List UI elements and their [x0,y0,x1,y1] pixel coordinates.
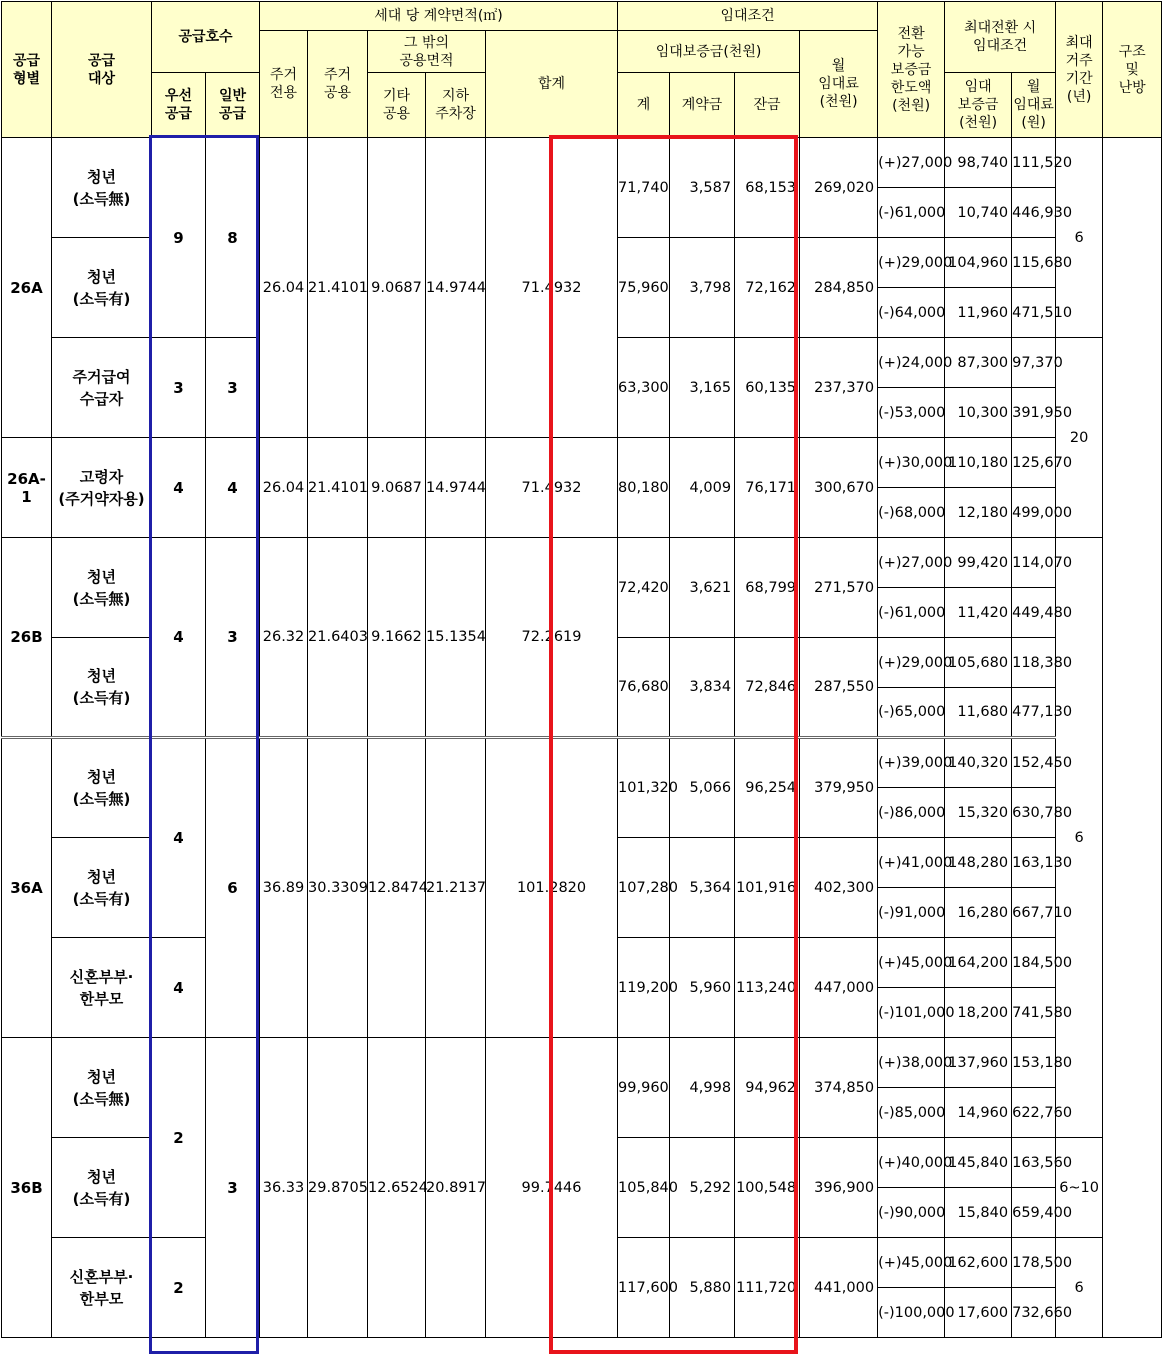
header-supply-target: 공급 대상 [52,2,152,138]
residential-exclusive-cell: 26.04 [260,438,308,538]
priority-units-cell: 2 [152,1038,206,1238]
down-payment-cell: 3,621 [670,538,735,638]
max-deposit-cell: 148,280 [945,838,1012,888]
down-payment-cell: 3,834 [670,638,735,738]
max-deposit-cell: 162,600 [945,1238,1012,1288]
max-rent-cell: 622,760 [1012,1088,1056,1138]
down-payment-cell: 3,587 [670,138,735,238]
max-deposit-cell: 18,200 [945,988,1012,1038]
max-residence-cell: 20 [1056,338,1103,538]
deposit-total-cell: 72,420 [618,538,670,638]
max-deposit-cell: 14,960 [945,1088,1012,1138]
max-rent-cell: 446,930 [1012,188,1056,238]
deposit-total-cell: 99,960 [618,1038,670,1138]
conversion-limit-cell: (-)68,000 [878,488,945,538]
header-residential-exclusive: 주거 전용 [260,31,308,138]
balance-cell: 100,548 [735,1138,800,1238]
monthly-rent-cell: 287,550 [800,638,878,738]
deposit-total-cell: 101,320 [618,738,670,838]
other-common-cell: 9.1662 [368,538,426,738]
max-rent-cell: 118,380 [1012,638,1056,688]
conversion-limit-cell: (+)41,000 [878,838,945,888]
header-supply-units: 공급호수 [152,2,260,73]
max-deposit-cell: 105,680 [945,638,1012,688]
max-residence-cell: 6~10 [1056,1138,1103,1238]
general-units-cell: 3 [206,1038,260,1338]
rental-conditions-table [1,1,1162,1338]
down-payment-cell: 5,292 [670,1138,735,1238]
max-rent-cell: 152,450 [1012,738,1056,788]
conversion-limit-cell: (+)40,000 [878,1138,945,1188]
monthly-rent-cell: 447,000 [800,938,878,1038]
header-residential-common: 주거 공용 [308,31,368,138]
max-deposit-cell: 15,320 [945,788,1012,838]
max-rent-cell: 115,680 [1012,238,1056,288]
priority-units-cell: 2 [152,1238,206,1338]
header-contract-area: 세대 당 계약면적(㎡) [260,2,618,31]
supply-target-cell: 청년 (소득有) [52,238,152,338]
conversion-limit-cell: (-)53,000 [878,388,945,438]
general-units-cell: 8 [206,138,260,338]
down-payment-cell: 4,009 [670,438,735,538]
header-general: 일반 공급 [206,73,260,138]
max-deposit-cell: 12,180 [945,488,1012,538]
residential-exclusive-cell: 26.32 [260,538,308,738]
monthly-rent-cell: 374,850 [800,1038,878,1138]
max-rent-cell: 471,510 [1012,288,1056,338]
supply-target-cell: 청년 (소득無) [52,1038,152,1138]
down-payment-cell: 3,798 [670,238,735,338]
conversion-limit-cell: (+)38,000 [878,1038,945,1088]
header-other-common: 그 밖의 공용면적 [368,31,486,73]
conversion-limit-cell: (+)29,000 [878,238,945,288]
underground-parking-cell: 20.8917 [426,1038,486,1338]
max-rent-cell: 97,370 [1012,338,1056,388]
deposit-total-cell: 76,680 [618,638,670,738]
max-deposit-cell: 10,740 [945,188,1012,238]
max-deposit-cell: 11,960 [945,288,1012,338]
underground-parking-cell: 21.2137 [426,738,486,1038]
deposit-total-cell: 117,600 [618,1238,670,1338]
max-deposit-cell: 11,680 [945,688,1012,738]
balance-cell: 96,254 [735,738,800,838]
conversion-limit-cell: (+)45,000 [878,1238,945,1288]
total-area-cell: 101.2820 [486,738,618,1038]
header-rental-terms: 임대조건 [618,2,878,31]
supply-type-cell: 26B [2,538,52,738]
supply-target-cell: 청년 (소득無) [52,538,152,638]
underground-parking-cell: 14.9744 [426,438,486,538]
general-units-cell: 3 [206,338,260,438]
balance-cell: 113,240 [735,938,800,1038]
max-deposit-cell: 110,180 [945,438,1012,488]
max-rent-cell: 125,670 [1012,438,1056,488]
conversion-limit-cell: (-)64,000 [878,288,945,338]
deposit-total-cell: 107,280 [618,838,670,938]
supply-target-cell: 청년 (소득有) [52,638,152,738]
supply-target-cell: 청년 (소득有) [52,1138,152,1238]
supply-target-cell: 주거급여 수급자 [52,338,152,438]
priority-units-cell: 4 [152,438,206,538]
header-underground-parking: 지하 주차장 [426,73,486,138]
header-balance: 잔금 [735,73,800,138]
max-rent-cell: 391,950 [1012,388,1056,438]
priority-units-cell: 4 [152,538,206,738]
max-deposit-cell: 104,960 [945,238,1012,288]
conversion-limit-cell: (+)30,000 [878,438,945,488]
conversion-limit-cell: (-)61,000 [878,188,945,238]
table-row [2,438,1162,488]
conversion-limit-cell: (-)91,000 [878,888,945,938]
supply-target-cell: 청년 (소득有) [52,838,152,938]
supply-type-cell: 26A [2,138,52,438]
residential-exclusive-cell: 26.04 [260,138,308,438]
max-deposit-cell: 10,300 [945,388,1012,438]
header-deposit-total: 계 [618,73,670,138]
monthly-rent-cell: 402,300 [800,838,878,938]
max-deposit-cell: 164,200 [945,938,1012,988]
balance-cell: 60,135 [735,338,800,438]
supply-target-cell: 청년 (소득無) [52,738,152,838]
header-max-residence: 최대 거주 기간 (년) [1056,2,1103,138]
monthly-rent-cell: 271,570 [800,538,878,638]
header-deposit: 임대보증금(천원) [618,31,800,73]
priority-units-cell: 4 [152,738,206,938]
total-area-cell: 71.4932 [486,438,618,538]
header-max-deposit: 임대 보증금 (천원) [945,73,1012,138]
max-deposit-cell: 87,300 [945,338,1012,388]
max-rent-cell: 449,480 [1012,588,1056,638]
deposit-total-cell: 63,300 [618,338,670,438]
supply-type-cell: 36B [2,1038,52,1338]
table-header [2,2,1162,138]
supply-type-cell: 26A-1 [2,438,52,538]
deposit-total-cell: 75,960 [618,238,670,338]
max-rent-cell: 732,660 [1012,1288,1056,1338]
table-row [2,538,1162,588]
deposit-total-cell: 119,200 [618,938,670,1038]
max-rent-cell: 153,180 [1012,1038,1056,1088]
underground-parking-cell: 14.9744 [426,138,486,438]
header-max-rent: 월 임대료 (원) [1012,73,1056,138]
supply-type-cell: 36A [2,738,52,1038]
supply-target-cell: 청년 (소득無) [52,138,152,238]
max-deposit-cell: 145,840 [945,1138,1012,1188]
header-max-conversion: 최대전환 시 임대조건 [945,2,1056,73]
balance-cell: 94,962 [735,1038,800,1138]
deposit-total-cell: 71,740 [618,138,670,238]
conversion-limit-cell: (+)29,000 [878,638,945,688]
total-area-cell: 72.2619 [486,538,618,738]
max-deposit-cell: 98,740 [945,138,1012,188]
conversion-limit-cell: (-)100,000 [878,1288,945,1338]
table-row [2,738,1162,788]
header-priority: 우선 공급 [152,73,206,138]
down-payment-cell: 5,960 [670,938,735,1038]
general-units-cell: 3 [206,538,260,738]
structure-cell [1103,138,1162,1338]
underground-parking-cell: 15.1354 [426,538,486,738]
down-payment-cell: 5,364 [670,838,735,938]
deposit-total-cell: 80,180 [618,438,670,538]
balance-cell: 72,162 [735,238,800,338]
total-area-cell: 71.4932 [486,138,618,438]
max-residence-cell: 6 [1056,138,1103,338]
max-deposit-cell: 137,960 [945,1038,1012,1088]
header-structure: 구조 및 난방 [1103,2,1162,138]
max-rent-cell: 114,070 [1012,538,1056,588]
down-payment-cell: 5,066 [670,738,735,838]
conversion-limit-cell: (-)86,000 [878,788,945,838]
header-monthly-rent: 월 임대료 (천원) [800,31,878,138]
monthly-rent-cell: 396,900 [800,1138,878,1238]
max-rent-cell: 111,520 [1012,138,1056,188]
down-payment-cell: 3,165 [670,338,735,438]
max-deposit-cell: 15,840 [945,1188,1012,1238]
priority-units-cell: 9 [152,138,206,338]
other-common-cell: 9.0687 [368,438,426,538]
conversion-limit-cell: (-)61,000 [878,588,945,638]
max-deposit-cell: 99,420 [945,538,1012,588]
total-area-cell: 99.7446 [486,1038,618,1338]
conversion-limit-cell: (-)65,000 [878,688,945,738]
max-rent-cell: 499,000 [1012,488,1056,538]
conversion-limit-cell: (-)101,000 [878,988,945,1038]
residential-exclusive-cell: 36.33 [260,1038,308,1338]
max-rent-cell: 178,500 [1012,1238,1056,1288]
max-rent-cell: 163,560 [1012,1138,1056,1188]
other-common-cell: 9.0687 [368,138,426,438]
conversion-limit-cell: (+)27,000 [878,538,945,588]
conversion-limit-cell: (+)39,000 [878,738,945,788]
monthly-rent-cell: 284,850 [800,238,878,338]
balance-cell: 76,171 [735,438,800,538]
supply-target-cell: 고령자 (주거약자용) [52,438,152,538]
balance-cell: 68,799 [735,538,800,638]
other-common-cell: 12.6524 [368,1038,426,1338]
max-rent-cell: 667,710 [1012,888,1056,938]
conversion-limit-cell: (+)45,000 [878,938,945,988]
header-conversion-limit: 전환 가능 보증금 한도액 (천원) [878,2,945,138]
balance-cell: 101,916 [735,838,800,938]
header-down-payment: 계약금 [670,73,735,138]
other-common-cell: 12.8474 [368,738,426,1038]
general-units-cell: 4 [206,438,260,538]
table-body [2,138,1162,1338]
table-row [2,138,1162,188]
conversion-limit-cell: (+)24,000 [878,338,945,388]
max-rent-cell: 163,130 [1012,838,1056,888]
max-deposit-cell: 140,320 [945,738,1012,788]
priority-units-cell: 3 [152,338,206,438]
max-rent-cell: 184,500 [1012,938,1056,988]
header-other-common-misc: 기타 공용 [368,73,426,138]
max-deposit-cell: 16,280 [945,888,1012,938]
down-payment-cell: 5,880 [670,1238,735,1338]
monthly-rent-cell: 379,950 [800,738,878,838]
supply-target-cell: 신혼부부· 한부모 [52,1238,152,1338]
header-total: 합계 [486,31,618,138]
table-row [2,1038,1162,1088]
monthly-rent-cell: 269,020 [800,138,878,238]
monthly-rent-cell: 441,000 [800,1238,878,1338]
max-deposit-cell: 17,600 [945,1288,1012,1338]
residential-common-cell: 29.8705 [308,1038,368,1338]
monthly-rent-cell: 300,670 [800,438,878,538]
monthly-rent-cell: 237,370 [800,338,878,438]
conversion-limit-cell: (+)27,000 [878,138,945,188]
max-rent-cell: 659,400 [1012,1188,1056,1238]
priority-units-cell: 4 [152,938,206,1038]
supply-target-cell: 신혼부부· 한부모 [52,938,152,1038]
max-residence-cell: 6 [1056,538,1103,1138]
max-deposit-cell: 11,420 [945,588,1012,638]
max-rent-cell: 630,780 [1012,788,1056,838]
balance-cell: 68,153 [735,138,800,238]
header-supply-type: 공급 형별 [2,2,52,138]
residential-common-cell: 21.4101 [308,138,368,438]
conversion-limit-cell: (-)90,000 [878,1188,945,1238]
residential-common-cell: 30.3309 [308,738,368,1038]
max-rent-cell: 477,130 [1012,688,1056,738]
down-payment-cell: 4,998 [670,1038,735,1138]
general-units-cell: 6 [206,738,260,1038]
residential-exclusive-cell: 36.89 [260,738,308,1038]
max-rent-cell: 741,580 [1012,988,1056,1038]
balance-cell: 111,720 [735,1238,800,1338]
deposit-total-cell: 105,840 [618,1138,670,1238]
balance-cell: 72,846 [735,638,800,738]
residential-common-cell: 21.4101 [308,438,368,538]
residential-common-cell: 21.6403 [308,538,368,738]
conversion-limit-cell: (-)85,000 [878,1088,945,1138]
max-residence-cell: 6 [1056,1238,1103,1338]
